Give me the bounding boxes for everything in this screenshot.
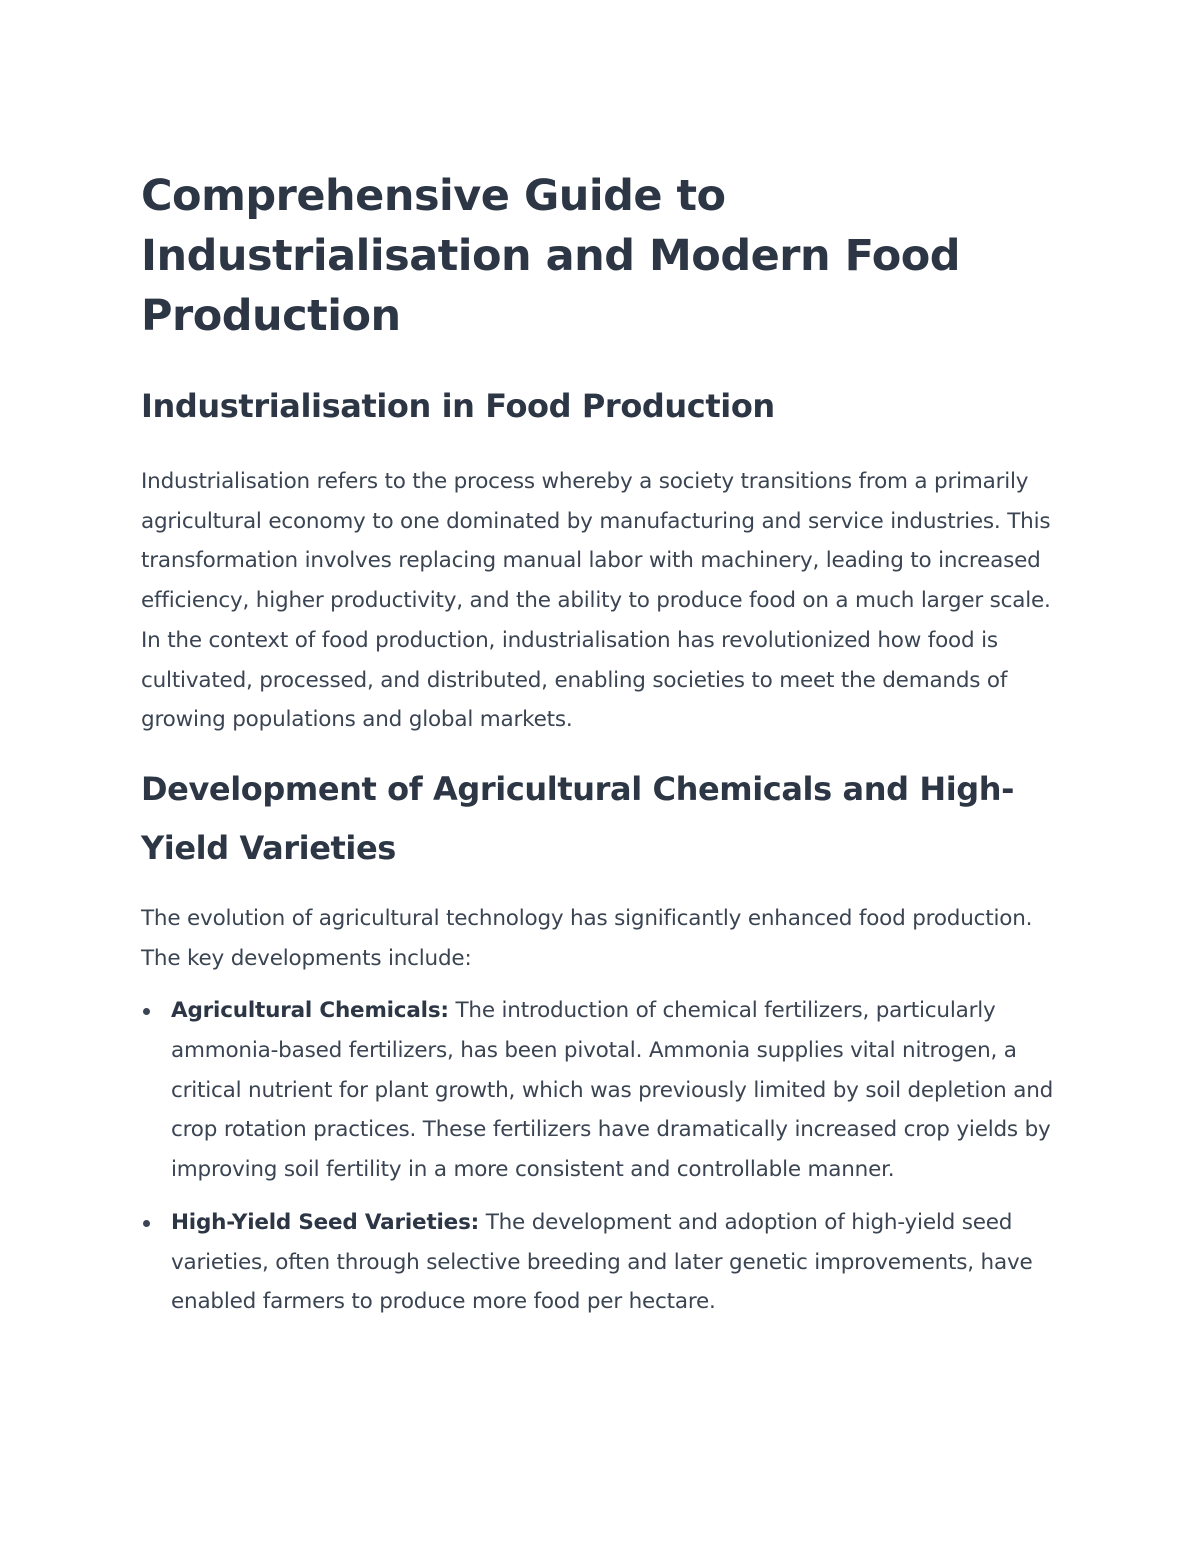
developments-list [141,991,1071,1322]
bullet-icon [143,1220,150,1227]
list-item [141,1203,1071,1322]
list-item [141,991,1071,1190]
list-item-text: The development and adoption of high-yield seed varieties, often through selective breeding and later genetic improvements, have enabled farmers to produce more food per hectare. [171,1209,1033,1315]
document-page [141,166,1071,1335]
section-paragraph-agricultural-development: The evolution of agricultural technology has significantly enhanced food production. The key developments include: [141,905,1033,971]
list-item-term: Agricultural Chemicals: [171,998,449,1024]
bullet-icon [143,1008,150,1015]
document-title: Comprehensive Guide to Industrialisation and Modern Food Production [141,171,961,341]
section-heading-agricultural-development: Development of Agricultural Chemicals and High-Yield Varieties [141,769,1015,867]
list-item-text: The introduction of chemical fertilizers, particularly ammonia-based fertilizers, has been pivotal. Ammonia supplies vital nitrogen, a critical nutrient for plant growth, which was previously limited by soil depletion and crop rotation practices. These fertilizers have dramatically increased crop yields by improving soil fertility in a more consistent and controllable manner. [171,998,1054,1183]
section-paragraph-industrialisation: Industrialisation refers to the process whereby a society transitions from a primarily agricultural economy to one dominated by manufacturing and service industries. This transformation involves replacing manual labor with machinery, leading to increased efficiency, higher productivity, and the ability to produce food on a much larger scale. In the context of food production, industrialisation has revolutionized how food is cultivated, processed, and distributed, enabling societies to meet the demands of growing populations and global markets. [141,469,1051,733]
section-heading-industrialisation: Industrialisation in Food Production [141,387,775,425]
list-item-term: High-Yield Seed Varieties: [171,1209,480,1235]
